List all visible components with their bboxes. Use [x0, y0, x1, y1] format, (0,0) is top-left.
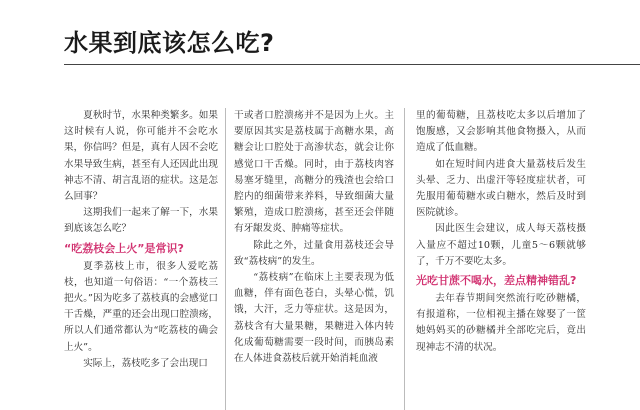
- paragraph: 夏秋时节，水果种类繁多。如果这时候有人说，你可能并不会吃水果，你信吗？但是，真有人因不会吃水果导致生病，甚至有人还因此出现神志不清、胡言乱语的症状。这是怎么回事？: [64, 110, 218, 203]
- paragraph: 里的葡萄糖，且荔枝吃太多以后增加了饱腹感，又会影响其他食物摄入，从而造成了低血糖。: [416, 110, 586, 154]
- paragraph: 因此医生会建议，成人每天荔枝摄入量应不超过10颗，儿童5～6颗就够了，千万不要吃太多。: [416, 223, 586, 267]
- paragraph: 去年春节期间突然流行吃砂糖橘，有报道称，一位相视主播在嫁娶了一筐她妈妈买的砂糖橘并全部吃完后，竟出现神志不清的状况。: [416, 293, 586, 353]
- column-3: [416, 108, 586, 410]
- paragraph: 如在短时间内进食大量荔枝后发生头晕、乏力、出虚汗等轻度症状者，可先服用葡萄糖水或白糖水，然后及时到医院就诊。: [416, 158, 586, 219]
- column-1: [64, 108, 218, 410]
- section-heading: “吃荔枝会上火”是常识?: [64, 241, 184, 255]
- paragraph: 这期我们一起来了解一下，水果到底该怎么吃？: [64, 207, 218, 235]
- paragraph: 除此之外，过量食用荔枝还会导致“荔枝病”的发生。: [234, 239, 394, 267]
- section-heading: 光吃甘蔗不喝水，差点精神错乱?: [416, 274, 577, 288]
- column-divider: [404, 108, 405, 410]
- article-title: 水果到底该怎么吃?: [64, 29, 275, 57]
- paragraph: 实际上，荔枝吃多了会出现口: [83, 357, 208, 369]
- column-divider: [225, 108, 226, 410]
- paragraph: 干或者口腔溃疡并不是因为上火。主要原因其实是荔枝属于高糖水果，高糖会让口腔处于高渗状态，就会让你感觉口干舌燥。同时，由于荔枝肉容易塞牙缝里，高糖分的残渣也会给口腔内的细菌带来养料，导致细菌大量繁殖，造成口腔溃疡，甚至还会伴随有牙龈发炎、肿痛等症状。: [234, 110, 394, 235]
- column-2: [234, 108, 394, 410]
- title-divider: [64, 64, 640, 65]
- paragraph: “荔枝病”在临床上主要表现为低血糖，伴有面色苍白，头晕心慌，饥饿，大汗，乏力等症状。这是因为，荔枝含有大量果糖，果糖进入体内转化成葡萄糖需要一段时间，而胰岛素在人体进食荔枝后就开始消耗血液: [234, 272, 394, 365]
- paragraph: 夏季荔枝上市，很多人爱吃荔枝，也知道一句俗语：“一个荔枝三把火。”因为吃多了荔枝真的会感觉口干舌燥，严重的还会出现口腔溃疡，所以人们通常都认为“吃荔枝的确会上火”。: [64, 260, 218, 353]
